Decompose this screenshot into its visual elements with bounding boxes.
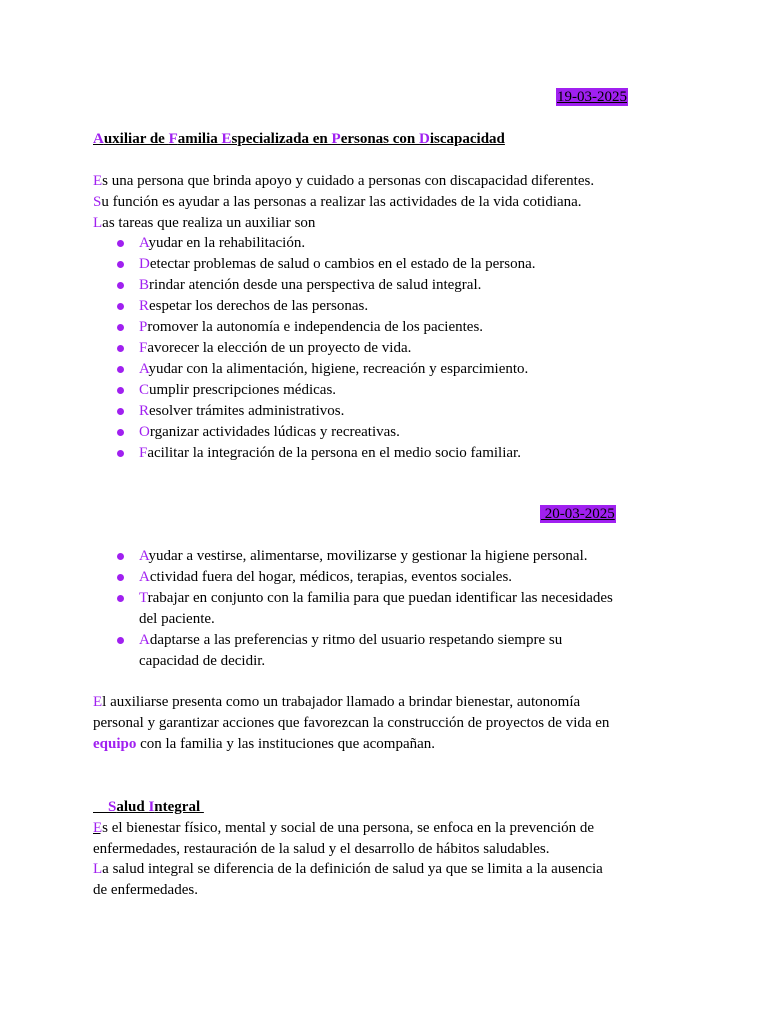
- salud-paragraph-line: enfermedades, restauración de la salud y el desarrollo de hábitos saludables.: [93, 841, 550, 857]
- paragraph-line: personal y garantizar acciones que favorezcan la construcción de proyectos de vida en: [93, 715, 610, 731]
- list-item: Detectar problemas de salud o cambios en el estado de la persona.: [0, 254, 536, 275]
- bullet-icon: [117, 324, 124, 331]
- task-list: [0, 233, 536, 464]
- bullet-icon: [117, 553, 124, 560]
- bullet-icon: [117, 366, 124, 373]
- paragraph-line: equipo con la familia y las instituciones que acompañan.: [93, 736, 436, 752]
- list-item: Organizar actividades lúdicas y recreativas.: [0, 422, 536, 443]
- list-item: Brindar atención desde una perspectiva de salud integral.: [0, 275, 536, 296]
- list-item: Cumplir prescripciones médicas.: [0, 380, 536, 401]
- bullet-icon: [117, 574, 124, 581]
- task-list-2: [0, 546, 613, 672]
- bullet-icon: [117, 261, 124, 268]
- list-item: Resolver trámites administrativos.: [0, 401, 536, 422]
- bullet-icon: [117, 450, 124, 457]
- bullet-icon: [117, 282, 124, 289]
- intro-line: Su función es ayudar a las personas a realizar las actividades de la vida cotidiana.: [93, 194, 582, 210]
- list-item: Facilitar la integración de la persona en el medio socio familiar.: [0, 443, 536, 464]
- bullet-icon: [117, 303, 124, 310]
- salud-paragraph-line: La salud integral se diferencia de la definición de salud ya que se limita a la ausencia: [93, 861, 603, 877]
- list-item: Trabajar en conjunto con la familia para que puedan identificar las necesidades del paciente.: [0, 588, 613, 630]
- list-item: Actividad fuera del hogar, médicos, terapias, eventos sociales.: [0, 567, 613, 588]
- list-item: Ayudar con la alimentación, higiene, recreación y esparcimiento.: [0, 359, 536, 380]
- list-item: Favorecer la elección de un proyecto de vida.: [0, 338, 536, 359]
- intro-line: Las tareas que realiza un auxiliar son: [93, 215, 316, 231]
- bullet-icon: [117, 595, 124, 602]
- date-stamp-2: 20-03-2025: [541, 506, 615, 522]
- bullet-icon: [117, 637, 124, 644]
- section-heading: Salud Integral: [108, 799, 204, 815]
- list-item: Promover la autonomía e independencia de los pacientes.: [0, 317, 536, 338]
- bullet-icon: [117, 387, 124, 394]
- list-item: Ayudar en la rehabilitación.: [0, 233, 536, 254]
- bullet-icon: [117, 429, 124, 436]
- intro-line: Es una persona que brinda apoyo y cuidado a personas con discapacidad diferentes.: [93, 173, 595, 189]
- list-item: Ayudar a vestirse, alimentarse, movilizarse y gestionar la higiene personal.: [0, 546, 613, 567]
- salud-paragraph-line: de enfermedades.: [93, 882, 198, 898]
- bullet-icon: [117, 240, 124, 247]
- list-item: Adaptarse a las preferencias y ritmo del usuario respetando siempre su capacidad de decidir.: [0, 630, 613, 672]
- bullet-icon: [117, 408, 124, 415]
- date-stamp-1: 19-03-2025: [557, 89, 627, 105]
- salud-paragraph-line: Es el bienestar físico, mental y social de una persona, se enfoca en la prevención de: [93, 820, 595, 836]
- bullet-icon: [117, 345, 124, 352]
- document-title: Auxiliar de Familia Especializada en Personas con Discapacidad: [93, 131, 505, 147]
- paragraph-line: El auxiliarse presenta como un trabajador llamado a brindar bienestar, autonomía: [93, 694, 581, 710]
- list-item: Respetar los derechos de las personas.: [0, 296, 536, 317]
